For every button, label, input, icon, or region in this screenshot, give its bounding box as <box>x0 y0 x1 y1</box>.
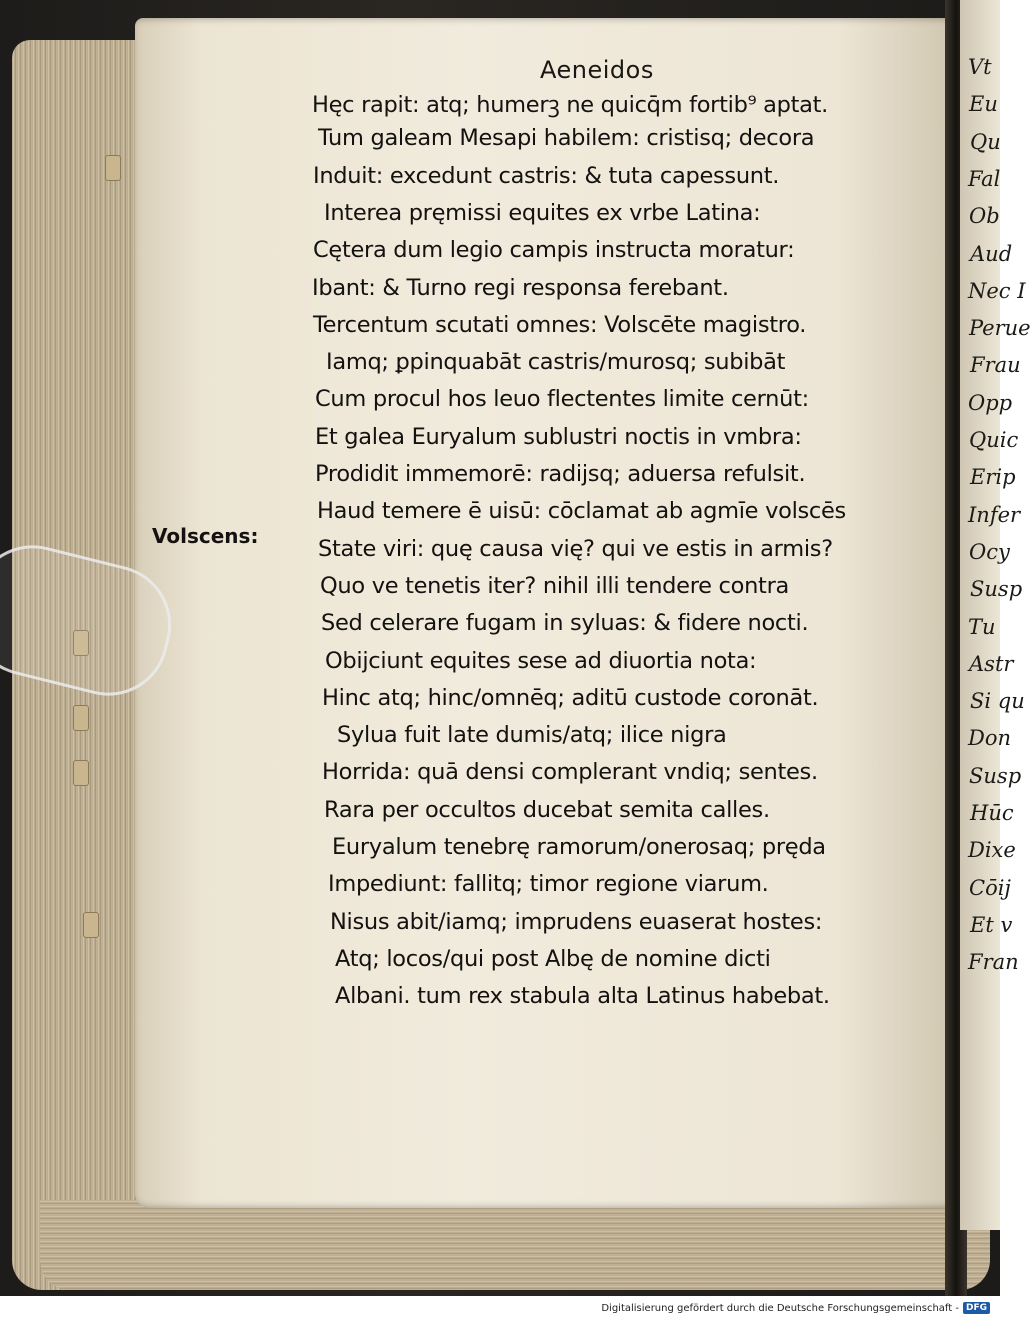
facing-page-line-fragment: Tu <box>968 614 996 639</box>
verse-line: Horrida: quā densi complerant vndiq; sentes. <box>322 759 818 786</box>
digitization-credit <box>601 1300 990 1316</box>
facing-page-line-fragment: Erip <box>970 465 1016 490</box>
facing-page-line-fragment: Vt <box>968 55 992 79</box>
verse-line: Nisus abit/iamq; imprudens euaserat hostes: <box>330 908 823 935</box>
verse-line: State viri: quę causa vię? qui ve estis in armis? <box>318 535 833 562</box>
facing-page-line-fragment: Fal <box>968 166 1001 191</box>
verse-line: Sylua fuit late dumis/atq; ilice nigra <box>337 722 727 749</box>
page-tab-marker <box>73 705 89 731</box>
page-tab-marker <box>73 760 89 786</box>
marginal-note: Volscens: <box>152 524 259 548</box>
verse-line: Haud temere ē uisū: cōclamat ab agmīe volscēs <box>317 498 846 525</box>
verse-line: Albani. tum rex stabula alta Latinus habebat. <box>335 983 830 1010</box>
verse-line: Quo ve tenetis iter? nihil illi tendere contra <box>320 572 790 599</box>
facing-page-line-fragment: Fran <box>968 950 1019 975</box>
facing-page-line-fragment: Ob <box>969 204 1000 229</box>
verse-line: Et galea Euryalum sublustri noctis in vmbra: <box>315 423 802 450</box>
facing-page-line-fragment: Nec I <box>968 278 1026 303</box>
facing-page-line-fragment: Infer <box>968 502 1021 527</box>
facing-page-line-fragment: Si qu <box>970 689 1025 714</box>
facing-page-line-fragment: Quic <box>969 428 1019 452</box>
facing-page-line-fragment: Susp <box>970 577 1023 602</box>
verse-line: Cętera dum legio campis instructa moratur: <box>313 237 795 264</box>
credit-text: Digitalisierung gefördert durch die Deutsche Forschungsgemeinschaft - <box>601 1302 959 1314</box>
facing-page-line-fragment: Astr <box>969 651 1014 676</box>
verse-line: Prodidit immemorē: radijsq; aduersa refulsit. <box>315 461 806 487</box>
facing-page-line-fragment: Dixe <box>968 838 1016 863</box>
facing-page-line-fragment: Ocy <box>969 539 1010 564</box>
verse-line: Rara per occultos ducebat semita calles. <box>324 796 770 823</box>
facing-page-line-fragment: Et v <box>970 912 1013 937</box>
verse-line: Atq; locos/qui post Albę de nomine dicti <box>335 945 771 972</box>
verse-line: Hęc rapit: atq; humerꝫ ne quicq̄m fortib⁹ aptat. <box>312 92 829 118</box>
page-tab-marker <box>83 912 99 938</box>
facing-page-line-fragment: Susp <box>969 763 1022 788</box>
verse-line: Impediunt: fallitq; timor regione viarum. <box>328 871 769 898</box>
facing-page-line-fragment: Perue <box>969 316 1031 341</box>
facing-page-line-fragment: Hūc <box>970 801 1014 825</box>
facing-page-line-fragment: Aud <box>970 241 1013 266</box>
verse-line: Ibant: & Turno regi responsa ferebant. <box>312 274 729 301</box>
verse-line: Tercentum scutati omnes: Volscēte magistro. <box>313 311 807 338</box>
running-head: Aeneidos <box>540 56 654 84</box>
facing-page-line-fragment: Eu <box>969 92 998 117</box>
facing-page-line-fragment: Qu <box>970 129 1001 154</box>
verse-line: Sed celerare fugam in syluas: & fidere nocti. <box>321 610 809 637</box>
facing-page-line-fragment: Frau <box>970 353 1021 378</box>
facing-page-line-fragment: Cōij <box>969 875 1011 900</box>
verse-line: Induit: excedunt castris: & tuta capessunt. <box>313 162 780 189</box>
dfg-logo: DFG <box>963 1302 990 1314</box>
verse-line: Cum procul hos leuo flectentes limite cernūt: <box>315 386 809 413</box>
verse-line: Iamq; ꝑpinquabāt castris/murosq; subibāt <box>326 349 786 376</box>
verse-line: Interea pręmissi equites ex vrbe Latina: <box>324 199 761 226</box>
verse-line: Obijciunt equites sese ad diuortia nota: <box>325 647 757 674</box>
verse-line: Hinc atq; hinc/omnēq; aditū custode coronāt. <box>322 684 819 711</box>
facing-page-line-fragment: Opp <box>968 390 1013 415</box>
verse-line: Euryalum tenebrę ramorum/onerosaq; pręda <box>332 834 826 860</box>
page-tab-marker <box>105 155 121 181</box>
page-edges-bottom <box>40 1200 990 1290</box>
facing-page-line-fragment: Don <box>968 726 1012 751</box>
verse-line: Tum galeam Mesapi habilem: cristisq; decora <box>318 125 815 152</box>
